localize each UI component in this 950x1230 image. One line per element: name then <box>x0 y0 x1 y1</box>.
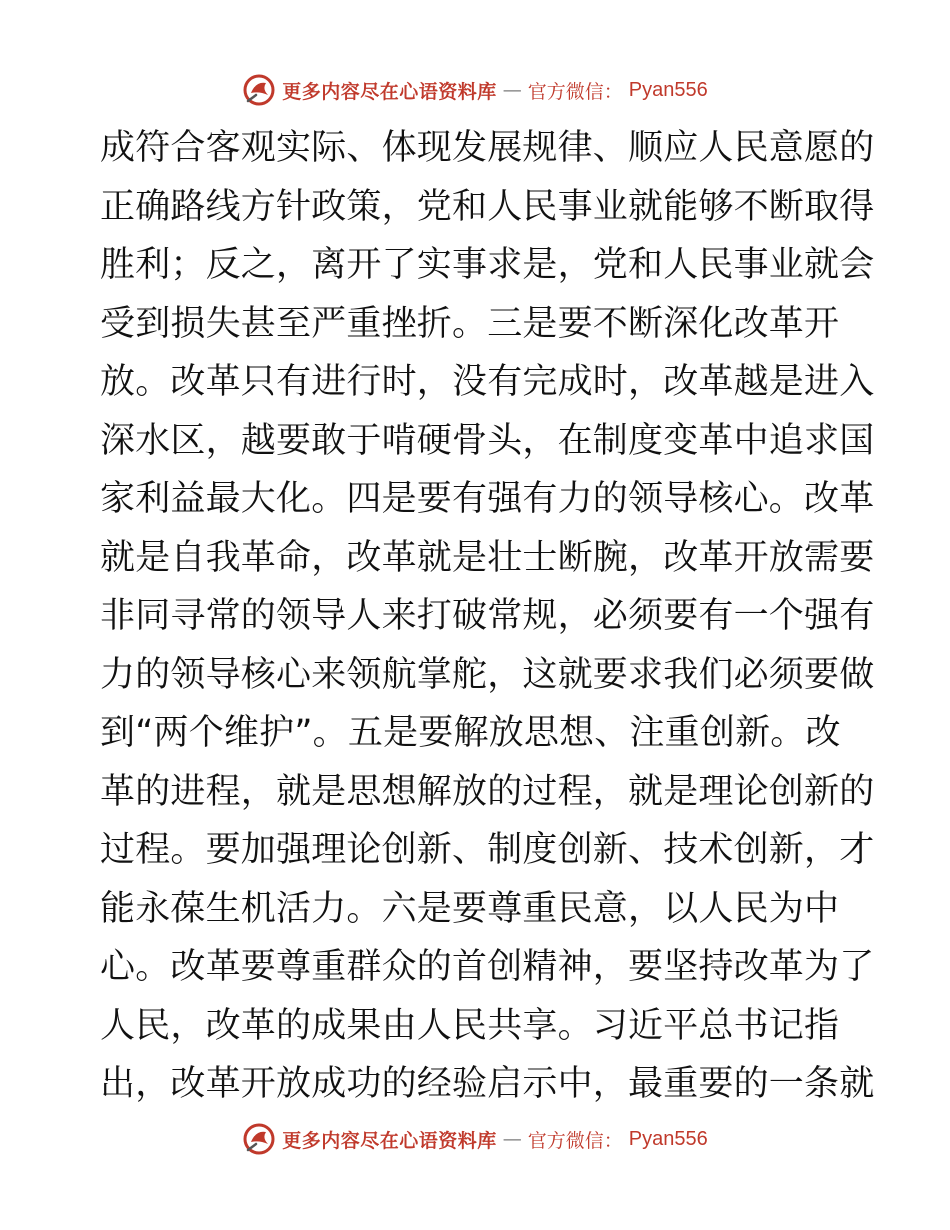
text-line: 深水区，越要敢于啃硬骨头，在制度变革中追求国 <box>100 420 875 461</box>
footer-official-label: 官方微信： <box>527 1129 623 1152</box>
footer-banner <box>0 1121 950 1157</box>
header-official-label: 官方微信： <box>527 80 623 103</box>
text-line: 心。改革要尊重群众的首创精神，要坚持改革为了 <box>100 947 875 987</box>
text-line: 家利益最大化。四是要有强有力的领导核心。改革 <box>100 479 875 519</box>
header-brand-text: 更多内容尽在心语资料库 <box>282 80 497 103</box>
text-line: 非同寻常的领导人来打破常规，必须要有一个强有 <box>100 596 875 636</box>
text-line: 人民，改革的成果由人民共享。习近平总书记指 <box>100 1005 840 1046</box>
text-line: 出，改革开放成功的经验启示中，最重要的一条就 <box>100 1064 875 1104</box>
footer-brand-text: 更多内容尽在心语资料库 <box>282 1129 497 1152</box>
text-line: 力的领导核心来领航掌舵，这就要求我们必须要做 <box>100 654 875 695</box>
text-line: 胜利；反之，离开了实事求是，党和人民事业就会 <box>100 245 875 285</box>
text-line: 正确路线方针政策，党和人民事业就能够不断取得 <box>100 186 875 227</box>
text-line: 放。改革只有进行时，没有完成时，改革越是进入 <box>100 362 875 402</box>
brand-logo-icon <box>242 1122 276 1156</box>
brand-logo-icon <box>242 73 276 107</box>
header-wechat-id: Pyan556 <box>628 78 708 101</box>
text-line: 革的进程，就是思想解放的过程，就是理论创新的 <box>100 771 875 812</box>
text-line: 过程。要加强理论创新、制度创新、技术创新，才 <box>100 830 875 870</box>
footer-separator: — <box>502 1128 522 1150</box>
header-separator: — <box>502 79 522 101</box>
text-line: 成符合客观实际、体现发展规律、顺应人民意愿的 <box>100 128 875 168</box>
text-line: 就是自我革命，改革就是壮士断腕，改革开放需要 <box>100 537 875 578</box>
header-banner <box>0 72 950 108</box>
text-line: 到“两个维护”。五是要解放思想、注重创新。改 <box>100 713 841 753</box>
text-line: 能永葆生机活力。六是要尊重民意，以人民为中 <box>100 888 840 929</box>
body-text <box>100 119 875 1114</box>
text-line: 受到损失甚至严重挫折。三是要不断深化改革开 <box>100 303 840 344</box>
footer-wechat-id: Pyan556 <box>628 1127 708 1150</box>
